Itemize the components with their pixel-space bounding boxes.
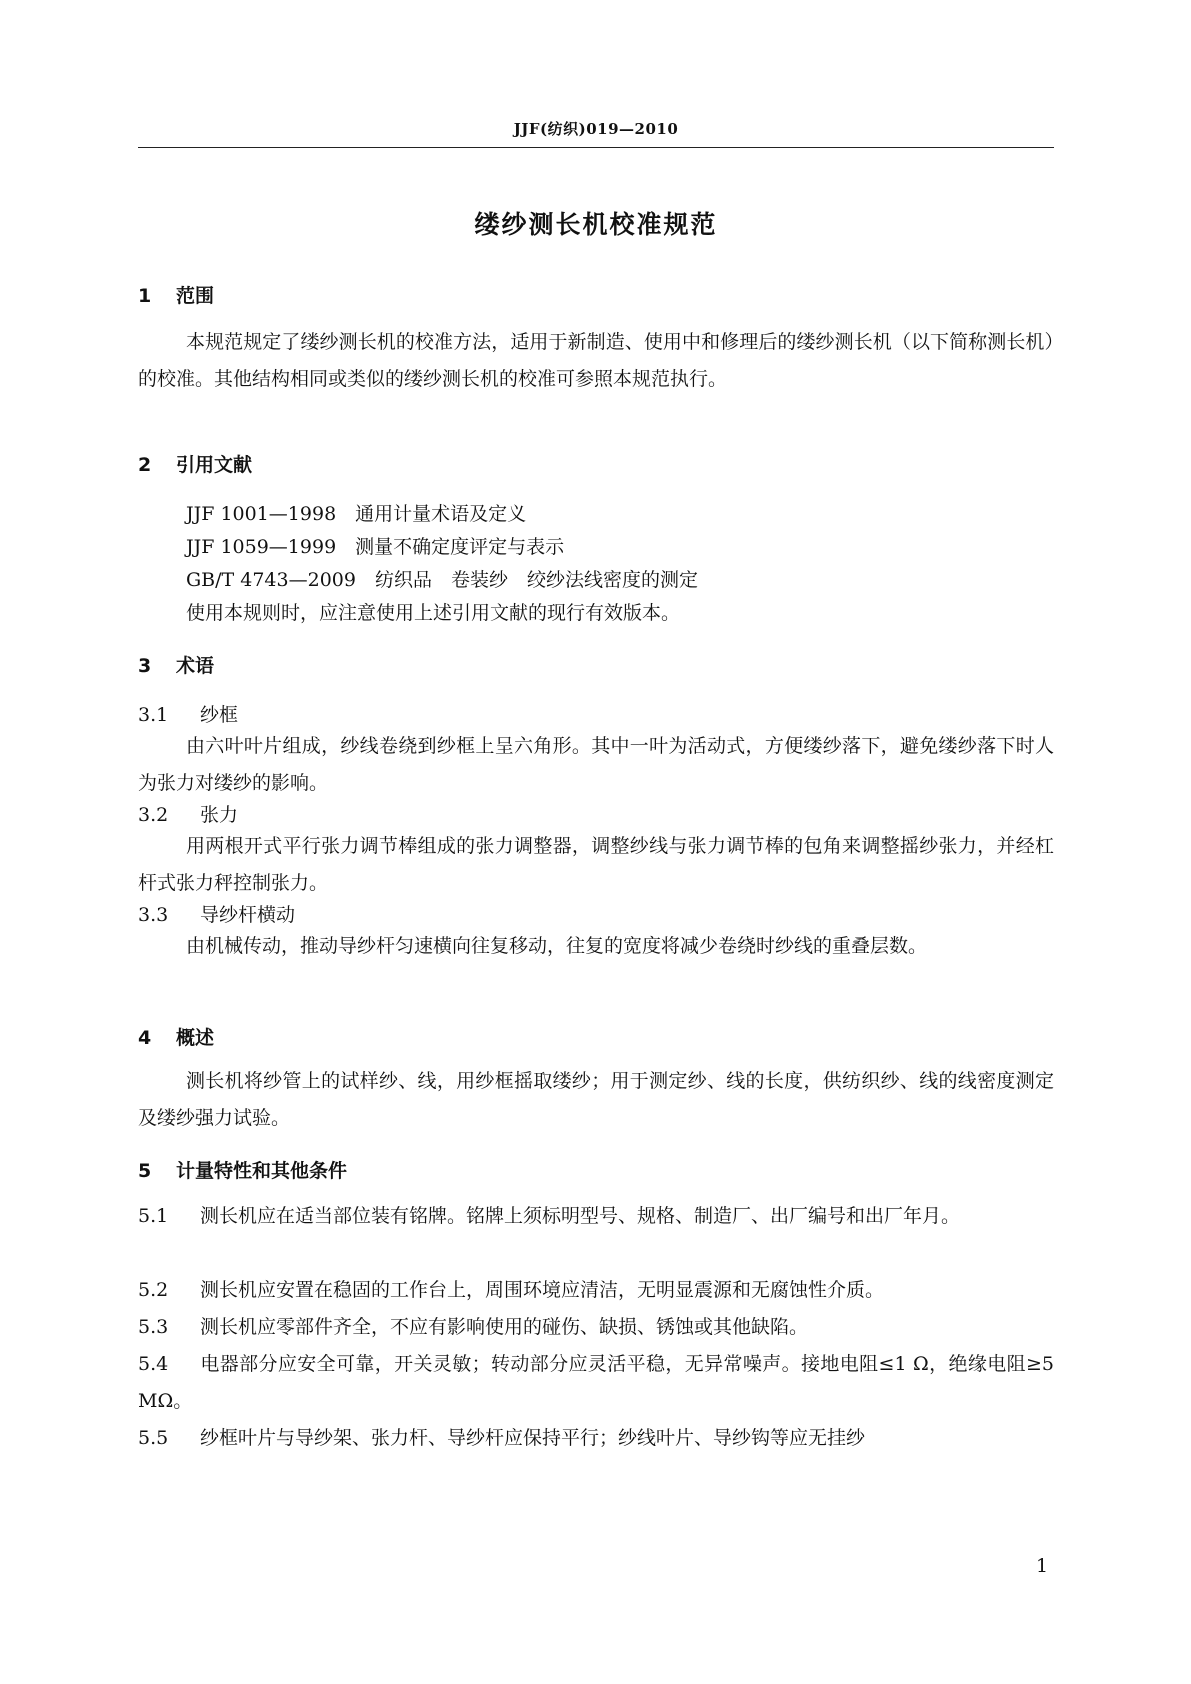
item-number: 5.5 (138, 1427, 169, 1449)
term-definition: 由六叶叶片组成，纱线卷绕到纱框上呈六角形。其中一叶为活动式，方便缕纱落下，避免缕纱落下时人为张力对缕纱的影响。 (138, 735, 1054, 794)
item-number: 5.4 (138, 1353, 169, 1375)
term-number: 3.1 (138, 704, 169, 726)
reference-line: JJF 1001—1998 通用计量术语及定义 (186, 503, 527, 525)
term-name: 导纱杆横动 (200, 904, 296, 926)
reference-line: JJF 1059—1999 测量不确定度评定与表示 (186, 536, 565, 558)
item-text: 纱框叶片与导纱架、张力杆、导纱杆应保持平行；纱线叶片、导纱钩等应无挂纱 (200, 1427, 866, 1449)
term-heading (138, 800, 238, 827)
item-text: 电器部分应安全可靠，开关灵敏；转动部分应灵活平稳，无异常噪声。接地电阻≤1 Ω，绝缘电阻≥5 MΩ。 (138, 1353, 1054, 1412)
section-number: 3 (138, 655, 152, 677)
item-number: 5.1 (138, 1205, 169, 1227)
reference-line: GB/T 4743—2009 纺织品 卷装纱 绞纱法线密度的测定 (186, 569, 698, 591)
header-divider (138, 147, 1054, 148)
section-title: 引用文献 (176, 454, 253, 476)
section-heading-2 (138, 450, 252, 477)
requirement-item (138, 1309, 1054, 1346)
section-4-paragraph: 测长机将纱管上的试样纱、线，用纱框摇取缕纱；用于测定纱、线的长度，供纺织纱、线的线密度测定及缕纱强力试验。 (138, 1070, 1054, 1129)
section-number: 2 (138, 454, 152, 476)
section-heading-1 (138, 281, 214, 308)
term-number: 3.3 (138, 904, 169, 926)
document-title: 缕纱测长机校准规范 (474, 210, 718, 239)
term-name: 张力 (200, 804, 239, 826)
section-title: 范围 (176, 285, 215, 307)
document-code-header: JJF(纺织)019—2010 (513, 120, 679, 138)
page-number: 1 (1036, 1555, 1049, 1577)
requirement-item (138, 1272, 1054, 1309)
requirement-item (138, 1420, 1054, 1457)
term-heading (138, 700, 238, 727)
section-number: 5 (138, 1160, 152, 1182)
section-title: 术语 (176, 655, 215, 677)
reference-note: 使用本规则时，应注意使用上述引用文献的现行有效版本。 (186, 602, 681, 624)
requirement-item (138, 1346, 1054, 1420)
item-text: 测长机应零部件齐全，不应有影响使用的碰伤、缺损、锈蚀或其他缺陷。 (200, 1316, 809, 1338)
section-heading-4 (138, 1023, 214, 1050)
term-number: 3.2 (138, 804, 169, 826)
section-title: 概述 (176, 1027, 215, 1049)
item-number: 5.3 (138, 1316, 169, 1338)
term-definition: 由机械传动，推动导纱杆匀速横向往复移动，往复的宽度将减少卷绕时纱线的重叠层数。 (186, 935, 928, 957)
section-title: 计量特性和其他条件 (176, 1160, 348, 1182)
section-number: 1 (138, 285, 152, 307)
term-definition: 用两根开式平行张力调节棒组成的张力调整器，调整纱线与张力调节棒的包角来调整摇纱张力，并经杠杆式张力秤控制张力。 (138, 835, 1054, 894)
requirement-item (138, 1198, 1054, 1235)
item-text: 测长机应在适当部位装有铭牌。铭牌上须标明型号、规格、制造厂、出厂编号和出厂年月。 (200, 1205, 961, 1227)
section-1-paragraph: 本规范规定了缕纱测长机的校准方法，适用于新制造、使用中和修理后的缕纱测长机（以下简称测长机）的校准。其他结构相同或类似的缕纱测长机的校准可参照本规范执行。 (138, 331, 1054, 390)
item-text: 测长机应安置在稳固的工作台上，周围环境应清洁，无明显震源和无腐蚀性介质。 (200, 1279, 885, 1301)
term-heading (138, 900, 295, 927)
section-heading-5 (138, 1156, 347, 1183)
item-number: 5.2 (138, 1279, 169, 1301)
term-name: 纱框 (200, 704, 239, 726)
section-number: 4 (138, 1027, 152, 1049)
section-heading-3 (138, 651, 214, 678)
